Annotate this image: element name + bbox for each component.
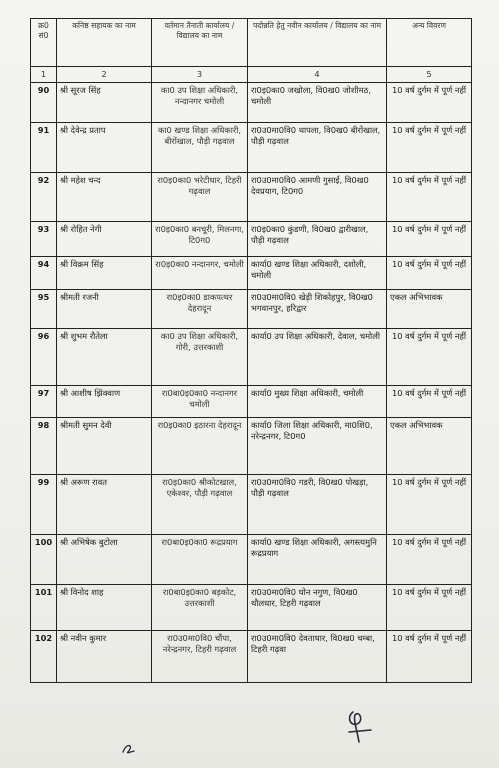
row-current-posting: रा0इ0का0 इठारना देहरादून: [152, 418, 248, 475]
row-other-details: 10 वर्ष दुर्गम में पूर्ण नहीं: [387, 585, 472, 631]
row-name: श्री शुभम रौतेला: [57, 329, 152, 386]
row-sno: 97: [31, 386, 57, 418]
col-number: 1: [31, 67, 57, 83]
col-number: 3: [152, 67, 248, 83]
row-name: श्री आशीष झिंक्वाण: [57, 386, 152, 418]
table-body: [31, 83, 472, 683]
row-current-posting: रा0बा0इ0का0 बड़कोट, उत्तरकाशी: [152, 585, 248, 631]
table-row: [31, 257, 472, 290]
table-row: [31, 631, 472, 683]
table-row: [31, 475, 472, 535]
table-row: [31, 585, 472, 631]
row-new-posting: रा0उ0मा0वि0 गडरी, वि0ख0 पोखड़ा, पौड़ी गढ़वाल: [248, 475, 387, 535]
row-other-details: एकल अभिभावक: [387, 290, 472, 329]
header-other-details: अन्य विवरण: [387, 19, 472, 67]
row-sno: 100: [31, 535, 57, 585]
table-row: [31, 83, 472, 123]
row-sno: 95: [31, 290, 57, 329]
row-sno: 98: [31, 418, 57, 475]
row-sno: 91: [31, 123, 57, 173]
row-name: श्री विनोद शाह: [57, 585, 152, 631]
row-new-posting: रा0उ0मा0वि0 आमणी गुसाईं, वि0ख0 देवप्रयाग, टि0ग0: [248, 173, 387, 222]
row-new-posting: कार्या0 जिला शिक्षा अधिकारी, मा0शि0, नरेन्द्रनगर, टि0ग0: [248, 418, 387, 475]
table-row: [31, 173, 472, 222]
row-sno: 102: [31, 631, 57, 683]
row-current-posting: रा0इ0का0 बनचूरी, मिलनगा, टि0ग0: [152, 222, 248, 257]
row-current-posting: रा0इ0का0 भरेटीधार, टिहरी गढ़वाल: [152, 173, 248, 222]
header-row: [31, 19, 472, 67]
row-current-posting: रा0उ0मा0वि0 चौंपा, नरेन्द्रनगर, टिहरी गढ़वाल: [152, 631, 248, 683]
row-other-details: 10 वर्ष दुर्गम में पूर्ण नहीं: [387, 329, 472, 386]
row-other-details: 10 वर्ष दुर्गम में पूर्ण नहीं: [387, 123, 472, 173]
row-name: श्री अरूण रावत: [57, 475, 152, 535]
row-name: श्रीमती रजनी: [57, 290, 152, 329]
row-sno: 92: [31, 173, 57, 222]
row-name: श्री महेश चन्द: [57, 173, 152, 222]
header-current-posting: वर्तमान तैनाती कार्यालय / विद्यालय का नाम: [152, 19, 248, 67]
row-name: श्री सूरज सिंह: [57, 83, 152, 123]
row-sno: 96: [31, 329, 57, 386]
row-name: श्री नवीन कुमार: [57, 631, 152, 683]
row-other-details: 10 वर्ष दुर्गम में पूर्ण नहीं: [387, 386, 472, 418]
table-row: [31, 386, 472, 418]
row-new-posting: रा0उ0मा0वि0 देवताधार, वि0ख0 चम्बा, टिहरी गढ़वा: [248, 631, 387, 683]
row-name: श्री देवेन्द्र प्रताप: [57, 123, 152, 173]
row-sno: 99: [31, 475, 57, 535]
row-other-details: 10 वर्ष दुर्गम में पूर्ण नहीं: [387, 257, 472, 290]
table-row: [31, 222, 472, 257]
column-number-row: [31, 67, 472, 83]
col-number: 2: [57, 67, 152, 83]
signature-mark: [345, 706, 375, 746]
row-new-posting: रा0उ0मा0वि0 घोन नगुण, वि0ख0 थौलधार, टिहरी गढ़वाल: [248, 585, 387, 631]
col-number: 4: [248, 67, 387, 83]
header-sno: क्र0 सं0: [31, 19, 57, 67]
row-new-posting: कार्या0 मुख्य शिक्षा अधिकारी, चमोली: [248, 386, 387, 418]
table-row: [31, 418, 472, 475]
row-name: श्रीमती सुमन देवी: [57, 418, 152, 475]
row-other-details: 10 वर्ष दुर्गम में पूर्ण नहीं: [387, 631, 472, 683]
row-sno: 101: [31, 585, 57, 631]
row-current-posting: रा0इ0का0 डाकपत्थर देहरादून: [152, 290, 248, 329]
row-new-posting: रा0इ0का0 कुंडणी, वि0ख0 द्वारीखाल, पौड़ी गढ़वाल: [248, 222, 387, 257]
promotion-table: [30, 18, 472, 683]
table-row: [31, 535, 472, 585]
row-current-posting: का0 उप शिक्षा अधिकारी, गोरी, उत्तरकाशी: [152, 329, 248, 386]
row-other-details: 10 वर्ष दुर्गम में पूर्ण नहीं: [387, 475, 472, 535]
table-row: [31, 290, 472, 329]
row-current-posting: रा0बा0इ0का0 रूद्रप्रयाग: [152, 535, 248, 585]
row-new-posting: रा0उ0मा0वि0 थापला, वि0ख0 बीरोंखाल, पौड़ी गढ़वाल: [248, 123, 387, 173]
row-name: श्री रोहित नेगी: [57, 222, 152, 257]
row-other-details: 10 वर्ष दुर्गम में पूर्ण नहीं: [387, 83, 472, 123]
row-current-posting: रा0इ0का0 नन्दानगर, चमोली: [152, 257, 248, 290]
row-sno: 94: [31, 257, 57, 290]
row-new-posting: कार्या0 खण्ड शिक्षा अधिकारी, दशोली, चमोली: [248, 257, 387, 290]
row-new-posting: कार्या0 उप शिक्षा अधिकारी, देवाल, चमोली: [248, 329, 387, 386]
row-current-posting: रा0इ0का0 श्रीकोटखाल, एकेश्वर, पौड़ी गढ़वाल: [152, 475, 248, 535]
initial-mark: [120, 742, 138, 756]
header-name: कनिष्ठ सहायक का नाम: [57, 19, 152, 67]
row-new-posting: रा0इ0का0 जखोला, वि0ख0 जोशीमठ, चमोली: [248, 83, 387, 123]
row-other-details: 10 वर्ष दुर्गम में पूर्ण नहीं: [387, 173, 472, 222]
row-other-details: 10 वर्ष दुर्गम में पूर्ण नहीं: [387, 222, 472, 257]
row-name: श्री अभिषेक बुटोला: [57, 535, 152, 585]
table-row: [31, 123, 472, 173]
row-sno: 90: [31, 83, 57, 123]
table-row: [31, 329, 472, 386]
row-current-posting: का0 उप शिक्षा अधिकारी, नन्दानगर चमोली: [152, 83, 248, 123]
row-name: श्री विक्रम सिंह: [57, 257, 152, 290]
row-other-details: 10 वर्ष दुर्गम में पूर्ण नहीं: [387, 535, 472, 585]
row-other-details: एकल अभिभावक: [387, 418, 472, 475]
row-current-posting: रा0बा0इ0का0 नन्दानगर चमोली: [152, 386, 248, 418]
row-new-posting: कार्या0 खण्ड शिक्षा अधिकारी, अगस्त्यमुनि रूद्रप्रयाग: [248, 535, 387, 585]
col-number: 5: [387, 67, 472, 83]
row-new-posting: रा0उ0मा0वि0 खेड़ी शिकोहपुर, वि0ख0 भगवानपुर, हरिद्वार: [248, 290, 387, 329]
row-sno: 93: [31, 222, 57, 257]
header-new-posting: पदोन्नति हेतु नवीन कार्यालय / विद्यालय का नाम: [248, 19, 387, 67]
row-current-posting: का0 खण्ड शिक्षा अधिकारी, बीरोंखाल, पौड़ी गढ़वाल: [152, 123, 248, 173]
